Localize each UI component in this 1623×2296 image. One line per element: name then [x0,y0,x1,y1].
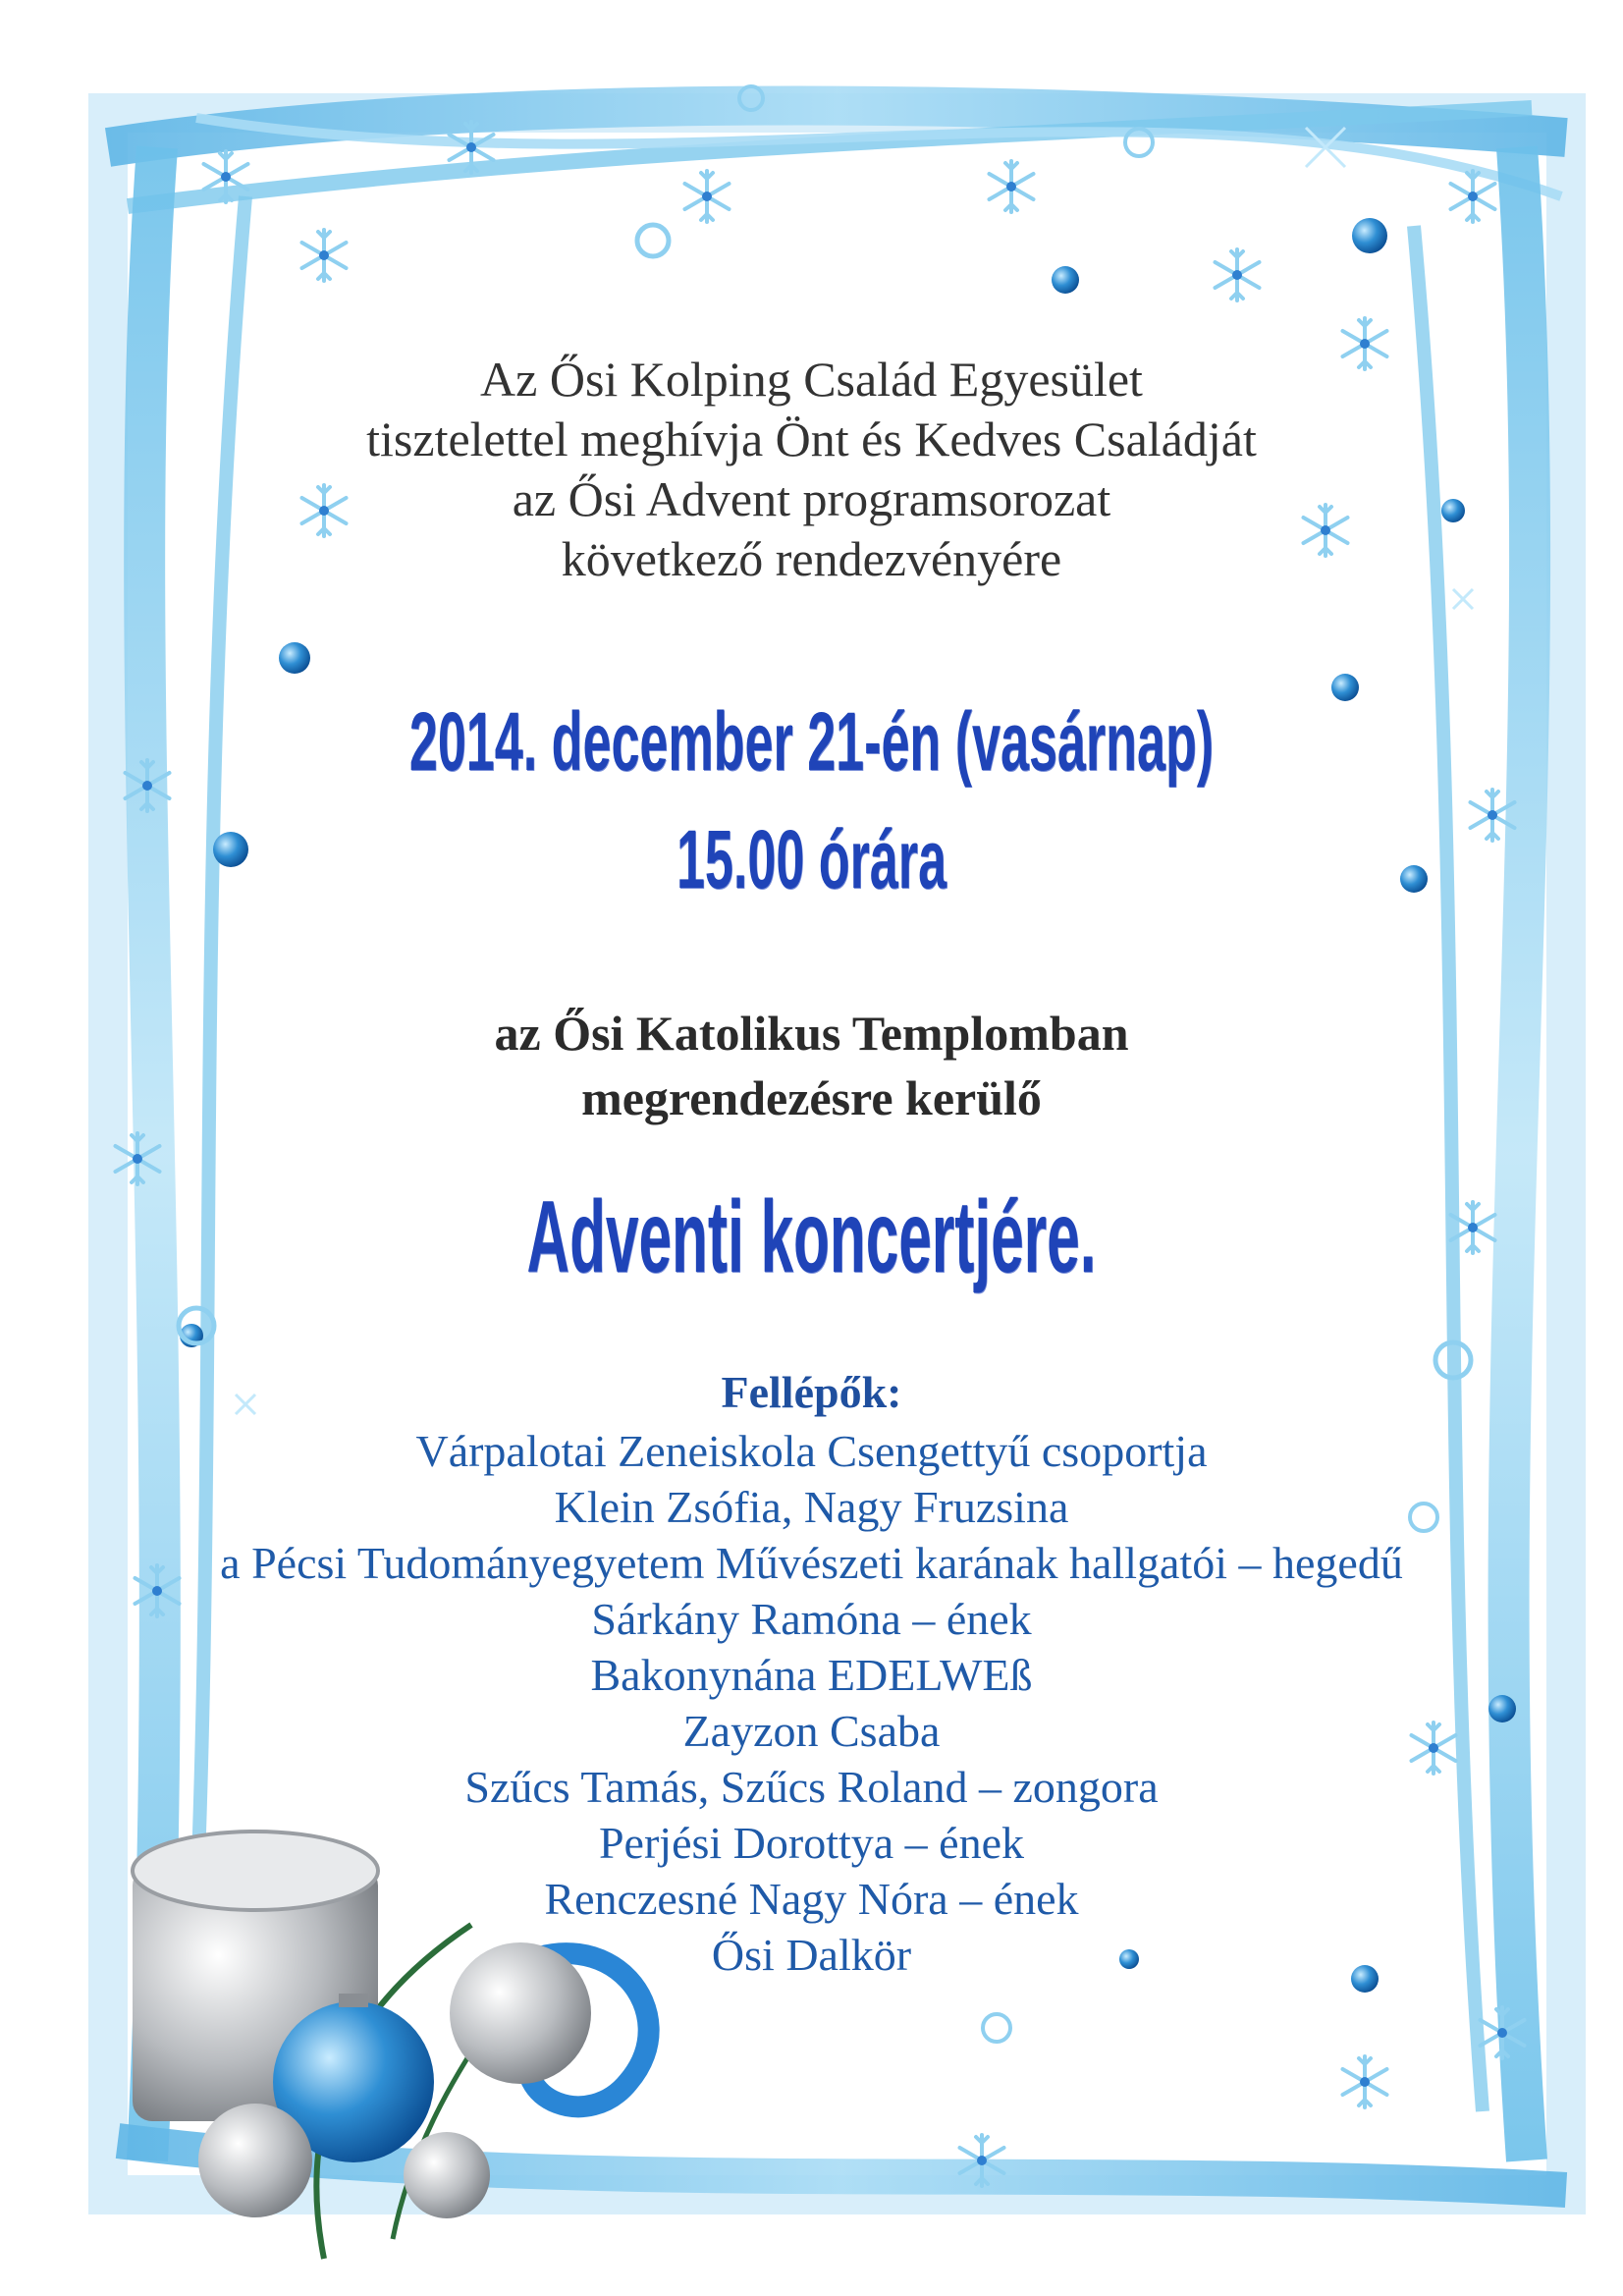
venue-line-2: megrendezésre kerülő [581,1070,1042,1125]
intro-line-4: következő rendezvényére [561,531,1062,586]
performer-item: Szűcs Tamás, Szűcs Roland – zongora [464,1762,1159,1812]
intro-line-2: tisztelettel meghívja Önt és Kedves Családját [366,411,1257,466]
performer-item: Várpalotai Zeneiskola Csengettyű csoportja [415,1426,1208,1476]
event-title: Adventi koncertjére. [526,1180,1097,1294]
event-time: 15.00 órára [676,813,947,905]
intro-line-1: Az Ősi Kolping Család Egyesület [480,352,1143,407]
performer-item: Zayzon Csaba [682,1706,941,1756]
performer-item: Perjési Dorottya – ének [598,1818,1025,1868]
performer-item: Bakonynána EDELWEß [590,1650,1033,1700]
event-date: 2014. december 21-én (vasárnap) [408,695,1215,788]
performers-heading: Fellépők: [721,1367,902,1417]
intro-line-3: az Ősi Advent programsorozat [512,471,1111,526]
performer-item: Renczesné Nagy Nóra – ének [544,1874,1079,1924]
performer-item: Klein Zsófia, Nagy Fruzsina [554,1482,1069,1532]
performer-item: a Pécsi Tudományegyetem Művészeti karának hallgatói – hegedű [220,1538,1403,1588]
performer-item: Sárkány Ramóna – ének [591,1594,1032,1644]
venue-line-1: az Ősi Katolikus Templomban [494,1006,1129,1061]
performer-item: Ősi Dalkör [711,1930,912,1980]
